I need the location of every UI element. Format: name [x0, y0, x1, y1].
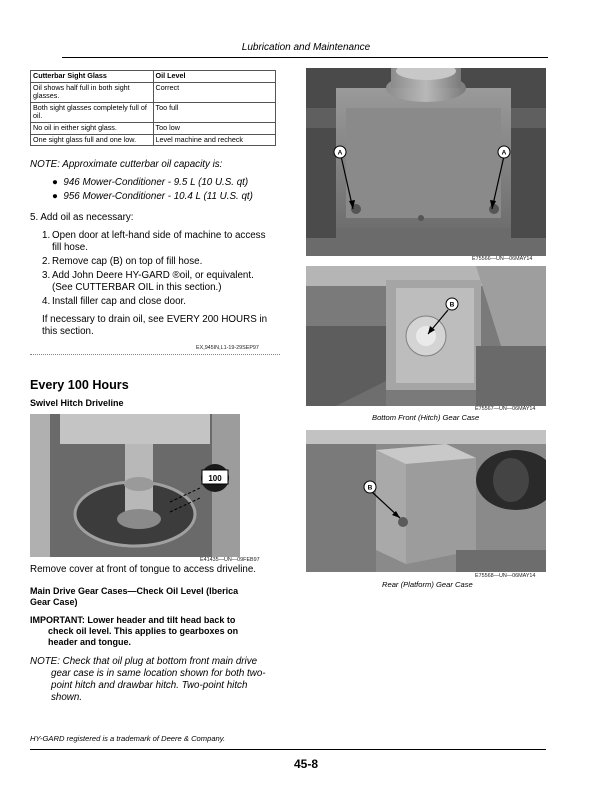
substep-number: 1.: [42, 230, 51, 241]
table-cell: Too low: [153, 122, 275, 134]
section-subtitle: Swivel Hitch Driveline: [30, 398, 124, 408]
substep: [42, 296, 282, 308]
figure-code: E75568—UN—06MAY14: [475, 573, 536, 579]
reference-code: EX,945IN,L1-19-29SEP97: [196, 345, 259, 351]
bullet-icon: ●: [52, 191, 58, 202]
table-row: [31, 134, 276, 146]
substep: [42, 256, 282, 268]
page-number: 45-8: [293, 757, 319, 771]
badge-100-text: 100: [208, 474, 222, 483]
callout-b-text: B: [449, 301, 455, 309]
table-row: [31, 82, 276, 102]
table-header: Oil Level: [153, 71, 275, 83]
figure-code: E75567—UN—06MAY14: [475, 406, 536, 412]
platform-gear-case-illustration: [306, 430, 546, 572]
substep-number: 4.: [42, 296, 51, 307]
table-cell: No oil in either sight glass.: [31, 122, 154, 134]
table-cell: Both sight glasses completely full of oil.: [31, 102, 154, 122]
bullet-icon: ●: [52, 177, 58, 188]
callout-b-text: B: [367, 484, 373, 492]
figure-hitch-gear-case-photo: [306, 266, 546, 406]
section-title: Every 100 Hours: [30, 378, 129, 392]
figure-code: E75566—UN—06MAY14: [472, 256, 533, 262]
callout-a-left-text: A: [337, 149, 343, 157]
capacity-item: [52, 191, 253, 202]
capacity-text: 956 Mower-Conditioner - 10.4 L (11 U.S. qt): [63, 191, 253, 202]
substep-text: Open door at left-hand side of machine to access fill hose.: [52, 230, 266, 253]
substep-text: Add John Deere HY-GARD ®oil, or equivalent. (See CUTTERBAR OIL in this section.): [52, 270, 254, 293]
table-cell: Correct: [153, 82, 275, 102]
substep-text: Install filler cap and close door.: [52, 296, 186, 307]
table-header: Cutterbar Sight Glass: [31, 71, 154, 83]
table-cell: One sight glass full and one low.: [31, 134, 154, 146]
driveline-illustration: [30, 414, 240, 557]
note-capacity: NOTE: Approximate cutterbar oil capacity is:: [30, 159, 223, 170]
callout-a-right-text: A: [501, 149, 507, 157]
interval-100-badge: [201, 464, 229, 492]
note-oil-plug: NOTE: Check that oil plug at bottom front main drive gear case is in same location shown for both two- point hitch and drawbar hitch. Two-point hitch shown.: [30, 656, 266, 703]
cutterbar-illustration: [306, 68, 546, 256]
trademark-note: HY-GARD registered is a trademark of Deere & Company.: [30, 734, 226, 743]
remove-cover-text: Remove cover at front of tongue to access driveline.: [30, 564, 256, 575]
table-cell: Oil shows half full in both sight glasses.: [31, 82, 154, 102]
figure-code: E41435—UN—09FEB97: [200, 557, 260, 563]
figure-caption: Bottom Front (Hitch) Gear Case: [372, 413, 480, 422]
figure-caption: Rear (Platform) Gear Case: [382, 580, 473, 589]
table-cell: Too full: [153, 102, 275, 122]
important-notice: IMPORTANT: Lower header and tilt head back to check oil level. This applies to gearboxes on header and tongue.: [30, 615, 239, 647]
substep-list: [42, 230, 282, 308]
table-cell: Level machine and recheck: [153, 134, 275, 146]
step-5: 5. Add oil as necessary:: [30, 212, 134, 223]
table-row: [31, 122, 276, 134]
substep-number: 2.: [42, 256, 51, 267]
main-drive-heading: Main Drive Gear Cases—Check Oil Level (Iberica Gear Case): [30, 586, 239, 607]
page-header-title: Lubrication and Maintenance: [241, 42, 371, 53]
header-rule: [62, 57, 548, 58]
substep: [42, 270, 282, 294]
capacity-text: 946 Mower-Conditioner - 9.5 L (10 U.S. qt): [63, 177, 249, 188]
substep-text: Remove cap (B) on top of fill hose.: [52, 256, 203, 267]
footer-rule: [30, 749, 546, 750]
substep: [42, 230, 282, 254]
figure-driveline-photo: [30, 414, 240, 557]
hitch-gear-case-illustration: [306, 266, 546, 406]
figure-platform-gear-case-photo: [306, 430, 546, 572]
table-row: [31, 102, 276, 122]
capacity-item: [52, 177, 248, 188]
sight-glass-table: [30, 70, 276, 146]
drain-note: If necessary to drain oil, see EVERY 200 HOURS in this section.: [42, 314, 268, 337]
section-divider: [30, 354, 280, 355]
table-header-row: [31, 71, 276, 83]
substep-number: 3.: [42, 270, 51, 281]
figure-cutterbar-photo: [306, 68, 546, 256]
